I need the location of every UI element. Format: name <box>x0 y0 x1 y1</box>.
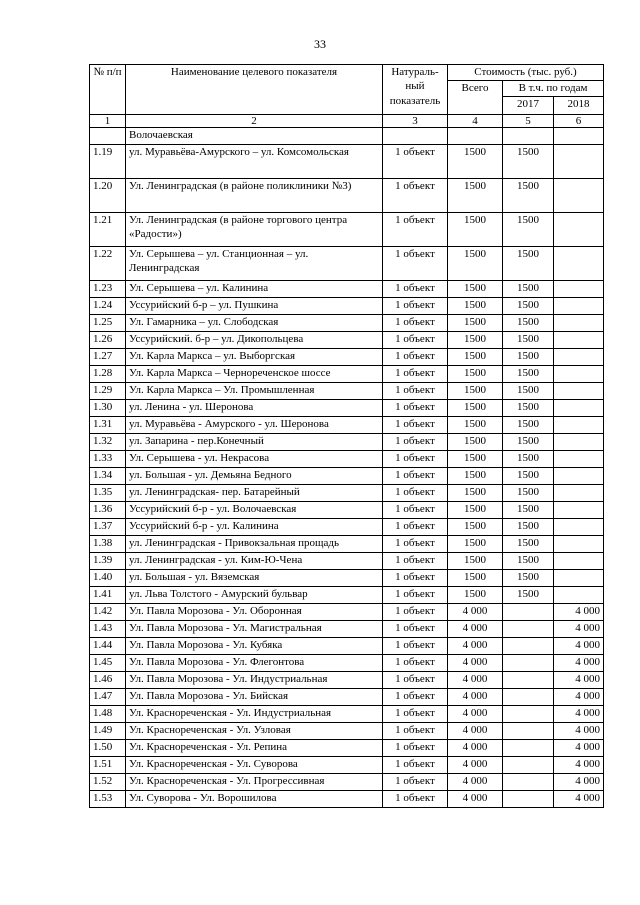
row-num: 1.21 <box>90 213 126 247</box>
row-total: 1500 <box>448 468 503 485</box>
table-row <box>90 128 604 145</box>
row-natural: 1 объект <box>383 400 448 417</box>
row-num: 1.41 <box>90 587 126 604</box>
row-num: 1.33 <box>90 451 126 468</box>
row-2018 <box>554 553 604 570</box>
row-natural: 1 объект <box>383 638 448 655</box>
row-2017: 1500 <box>503 213 554 247</box>
table-row <box>90 740 604 757</box>
row-num: 1.44 <box>90 638 126 655</box>
row-num: 1.39 <box>90 553 126 570</box>
table-row <box>90 570 604 587</box>
row-total: 4 000 <box>448 723 503 740</box>
table-row <box>90 179 604 213</box>
row-2017 <box>503 791 554 808</box>
row-name: ул. Запарина - пер.Конечный <box>126 434 383 451</box>
table-row <box>90 604 604 621</box>
row-2018 <box>554 570 604 587</box>
row-2018: 4 000 <box>554 638 604 655</box>
row-2017: 1500 <box>503 468 554 485</box>
row-total: 4 000 <box>448 774 503 791</box>
row-natural: 1 объект <box>383 655 448 672</box>
row-natural: 1 объект <box>383 349 448 366</box>
row-2017: 1500 <box>503 145 554 179</box>
row-num: 1.20 <box>90 179 126 213</box>
row-num: 1.37 <box>90 519 126 536</box>
row-natural: 1 объект <box>383 485 448 502</box>
row-total: 4 000 <box>448 655 503 672</box>
row-name: Ул. Краснореченская - Ул. Прогрессивная <box>126 774 383 791</box>
header-cost: Стоимость (тыс. руб.) <box>448 65 604 81</box>
row-2018 <box>554 298 604 315</box>
row-2018: 4 000 <box>554 740 604 757</box>
row-name: ул. Ленинградская - ул. Ким-Ю-Чена <box>126 553 383 570</box>
row-natural: 1 объект <box>383 587 448 604</box>
table-row <box>90 587 604 604</box>
table-row <box>90 383 604 400</box>
header-num: № п/п <box>90 65 126 115</box>
row-natural: 1 объект <box>383 145 448 179</box>
table-row <box>90 332 604 349</box>
row-name: Уссурийский б-р - ул. Волочаевская <box>126 502 383 519</box>
row-2017: 1500 <box>503 366 554 383</box>
table-row <box>90 434 604 451</box>
row-total: 1500 <box>448 502 503 519</box>
row-total: 1500 <box>448 553 503 570</box>
row-natural: 1 объект <box>383 417 448 434</box>
row-natural: 1 объект <box>383 179 448 213</box>
row-2017 <box>503 672 554 689</box>
row-num: 1.53 <box>90 791 126 808</box>
row-num: 1.46 <box>90 672 126 689</box>
row-num: 1.43 <box>90 621 126 638</box>
row-2017 <box>503 706 554 723</box>
row-2017: 1500 <box>503 332 554 349</box>
row-2018: 4 000 <box>554 791 604 808</box>
table-row <box>90 281 604 298</box>
row-total: 1500 <box>448 179 503 213</box>
row-natural: 1 объект <box>383 706 448 723</box>
row-natural: 1 объект <box>383 366 448 383</box>
table-row <box>90 638 604 655</box>
row-2018 <box>554 519 604 536</box>
row-2017: 1500 <box>503 179 554 213</box>
row-2018: 4 000 <box>554 706 604 723</box>
row-natural: 1 объект <box>383 604 448 621</box>
row-total: 1500 <box>448 349 503 366</box>
table-row <box>90 247 604 281</box>
row-name: ул. Ленинградская - Привокзальная прощадь <box>126 536 383 553</box>
table-row <box>90 536 604 553</box>
row-name: ул. Муравьёва - Амурского - ул. Шеронова <box>126 417 383 434</box>
row-total: 1500 <box>448 485 503 502</box>
table-row <box>90 315 604 332</box>
row-name: Ул. Серышева – ул. Станционная – ул. Ленинградская <box>126 247 383 281</box>
row-2018 <box>554 434 604 451</box>
row-num: 1.50 <box>90 740 126 757</box>
row-2018: 4 000 <box>554 774 604 791</box>
row-num: 1.19 <box>90 145 126 179</box>
row-2018 <box>554 451 604 468</box>
row-2017: 1500 <box>503 502 554 519</box>
row-2018 <box>554 128 604 145</box>
row-num: 1.28 <box>90 366 126 383</box>
row-num: 1.22 <box>90 247 126 281</box>
row-2017 <box>503 774 554 791</box>
table-row <box>90 468 604 485</box>
row-natural: 1 объект <box>383 451 448 468</box>
row-num: 1.38 <box>90 536 126 553</box>
row-natural: 1 объект <box>383 757 448 774</box>
row-name: ул. Ленинградская- пер. Батарейный <box>126 485 383 502</box>
row-natural: 1 объект <box>383 247 448 281</box>
row-natural: 1 объект <box>383 791 448 808</box>
row-num: 1.49 <box>90 723 126 740</box>
header-natural: Натураль-ный показатель <box>383 65 448 115</box>
row-name: ул. Большая - ул. Вяземская <box>126 570 383 587</box>
row-num: 1.23 <box>90 281 126 298</box>
row-num: 1.51 <box>90 757 126 774</box>
row-name: ул. Муравьёва-Амурского – ул. Комсомольская <box>126 145 383 179</box>
row-2018 <box>554 332 604 349</box>
row-total: 1500 <box>448 417 503 434</box>
row-total: 4 000 <box>448 689 503 706</box>
table-row <box>90 689 604 706</box>
table-row <box>90 757 604 774</box>
row-total: 1500 <box>448 315 503 332</box>
row-name: ул. Льва Толстого - Амурский бульвар <box>126 587 383 604</box>
row-natural: 1 объект <box>383 434 448 451</box>
row-name: Ул. Карла Маркса – ул. Выборгская <box>126 349 383 366</box>
header-total: Всего <box>448 81 503 115</box>
row-natural: 1 объект <box>383 553 448 570</box>
table-row <box>90 774 604 791</box>
row-num: 1.24 <box>90 298 126 315</box>
row-2017 <box>503 638 554 655</box>
table-row <box>90 298 604 315</box>
col-number: 2 <box>126 115 383 128</box>
row-total: 4 000 <box>448 740 503 757</box>
row-total: 1500 <box>448 400 503 417</box>
row-total: 1500 <box>448 570 503 587</box>
row-total: 1500 <box>448 332 503 349</box>
table-row <box>90 349 604 366</box>
table-row <box>90 655 604 672</box>
row-num <box>90 128 126 145</box>
row-natural: 1 объект <box>383 621 448 638</box>
table-row <box>90 145 604 179</box>
row-natural: 1 объект <box>383 298 448 315</box>
row-name: ул. Большая - ул. Демьяна Бедного <box>126 468 383 485</box>
target-indicators-table <box>89 64 604 808</box>
table-row <box>90 621 604 638</box>
row-natural: 1 объект <box>383 468 448 485</box>
row-2018 <box>554 247 604 281</box>
row-2018: 4 000 <box>554 689 604 706</box>
row-total: 1500 <box>448 536 503 553</box>
header-by-year: В т.ч. по годам <box>503 81 604 97</box>
row-name: Уссурийский. б-р – ул. Дикопольцева <box>126 332 383 349</box>
row-2017: 1500 <box>503 315 554 332</box>
table-row <box>90 366 604 383</box>
row-name: Ул. Серышева – ул. Калинина <box>126 281 383 298</box>
row-total: 4 000 <box>448 791 503 808</box>
table-row <box>90 485 604 502</box>
row-num: 1.52 <box>90 774 126 791</box>
row-name: Ул. Гамарника – ул. Слободская <box>126 315 383 332</box>
row-2018 <box>554 349 604 366</box>
row-2017: 1500 <box>503 519 554 536</box>
row-total: 1500 <box>448 587 503 604</box>
row-name: Ул. Ленинградская (в районе торгового центра «Радости») <box>126 213 383 247</box>
row-2018: 4 000 <box>554 757 604 774</box>
row-num: 1.47 <box>90 689 126 706</box>
row-2018 <box>554 468 604 485</box>
row-2018 <box>554 485 604 502</box>
row-name: Ул. Павла Морозова - Ул. Оборонная <box>126 604 383 621</box>
row-2017 <box>503 757 554 774</box>
row-total: 1500 <box>448 383 503 400</box>
table-row <box>90 519 604 536</box>
row-2017 <box>503 128 554 145</box>
row-total: 4 000 <box>448 757 503 774</box>
header-2018: 2018 <box>554 97 604 115</box>
row-name: Ул. Суворова - Ул. Ворошилова <box>126 791 383 808</box>
row-name: Ул. Карла Маркса – Чернореченское шоссе <box>126 366 383 383</box>
row-2018 <box>554 213 604 247</box>
row-natural: 1 объект <box>383 213 448 247</box>
table-row <box>90 502 604 519</box>
row-2018 <box>554 587 604 604</box>
table-row <box>90 672 604 689</box>
row-total: 1500 <box>448 366 503 383</box>
row-total <box>448 128 503 145</box>
col-number: 3 <box>383 115 448 128</box>
row-2018 <box>554 366 604 383</box>
header-2017: 2017 <box>503 97 554 115</box>
row-2017 <box>503 740 554 757</box>
row-name: Ул. Краснореченская - Ул. Суворова <box>126 757 383 774</box>
row-total: 1500 <box>448 145 503 179</box>
row-2017: 1500 <box>503 485 554 502</box>
row-2018 <box>554 536 604 553</box>
row-natural: 1 объект <box>383 383 448 400</box>
row-total: 4 000 <box>448 638 503 655</box>
row-2017: 1500 <box>503 383 554 400</box>
row-2018 <box>554 179 604 213</box>
row-total: 1500 <box>448 298 503 315</box>
row-name: Уссурийский б-р - ул. Калинина <box>126 519 383 536</box>
table-row <box>90 791 604 808</box>
row-total: 1500 <box>448 213 503 247</box>
row-2017: 1500 <box>503 247 554 281</box>
row-num: 1.31 <box>90 417 126 434</box>
row-2018: 4 000 <box>554 621 604 638</box>
col-number: 4 <box>448 115 503 128</box>
row-2018: 4 000 <box>554 723 604 740</box>
row-name: Ул. Павла Морозова - Ул. Индустриальная <box>126 672 383 689</box>
row-num: 1.25 <box>90 315 126 332</box>
col-number: 1 <box>90 115 126 128</box>
row-natural: 1 объект <box>383 672 448 689</box>
row-natural: 1 объект <box>383 740 448 757</box>
row-name: Ул. Павла Морозова - Ул. Магистральная <box>126 621 383 638</box>
row-natural <box>383 128 448 145</box>
row-2017 <box>503 689 554 706</box>
row-2017 <box>503 723 554 740</box>
row-2017 <box>503 621 554 638</box>
row-2017: 1500 <box>503 570 554 587</box>
row-2017 <box>503 604 554 621</box>
row-2017: 1500 <box>503 349 554 366</box>
row-num: 1.36 <box>90 502 126 519</box>
row-num: 1.40 <box>90 570 126 587</box>
row-name: Ул. Павла Морозова - Ул. Кубяка <box>126 638 383 655</box>
row-total: 4 000 <box>448 621 503 638</box>
row-2018 <box>554 315 604 332</box>
col-number: 5 <box>503 115 554 128</box>
row-name: ул. Ленина - ул. Шеронова <box>126 400 383 417</box>
row-2018 <box>554 383 604 400</box>
row-2018 <box>554 400 604 417</box>
row-num: 1.32 <box>90 434 126 451</box>
row-total: 1500 <box>448 281 503 298</box>
row-total: 1500 <box>448 519 503 536</box>
col-number: 6 <box>554 115 604 128</box>
row-total: 4 000 <box>448 604 503 621</box>
row-name: Ул. Серышева - ул. Некрасова <box>126 451 383 468</box>
row-2017: 1500 <box>503 281 554 298</box>
row-natural: 1 объект <box>383 502 448 519</box>
row-name: Ул. Карла Маркса – Ул. Промышленная <box>126 383 383 400</box>
row-num: 1.27 <box>90 349 126 366</box>
row-name: Ул. Краснореченская - Ул. Индустриальная <box>126 706 383 723</box>
row-num: 1.30 <box>90 400 126 417</box>
row-natural: 1 объект <box>383 570 448 587</box>
table-row <box>90 213 604 247</box>
table-row <box>90 417 604 434</box>
table-row <box>90 723 604 740</box>
table-row <box>90 553 604 570</box>
header-name: Наименование целевого показателя <box>126 65 383 115</box>
row-num: 1.45 <box>90 655 126 672</box>
row-2017: 1500 <box>503 434 554 451</box>
row-natural: 1 объект <box>383 774 448 791</box>
row-total: 4 000 <box>448 706 503 723</box>
table-row <box>90 706 604 723</box>
row-natural: 1 объект <box>383 519 448 536</box>
row-2018: 4 000 <box>554 604 604 621</box>
row-num: 1.34 <box>90 468 126 485</box>
row-name: Ул. Краснореченская - Ул. Узловая <box>126 723 383 740</box>
row-2017: 1500 <box>503 451 554 468</box>
row-name: Волочаевская <box>126 128 383 145</box>
row-name: Ул. Ленинградская (в районе поликлиники №3) <box>126 179 383 213</box>
page-number: 33 <box>314 37 326 51</box>
row-num: 1.42 <box>90 604 126 621</box>
column-numbers-row <box>90 115 604 128</box>
row-name: Ул. Краснореченская - Ул. Репина <box>126 740 383 757</box>
row-2017: 1500 <box>503 587 554 604</box>
row-2017: 1500 <box>503 536 554 553</box>
row-2018 <box>554 502 604 519</box>
row-2018: 4 000 <box>554 655 604 672</box>
row-natural: 1 объект <box>383 332 448 349</box>
row-name: Ул. Павла Морозова - Ул. Бийская <box>126 689 383 706</box>
table-body <box>90 128 604 808</box>
row-2018 <box>554 417 604 434</box>
row-natural: 1 объект <box>383 536 448 553</box>
row-natural: 1 объект <box>383 315 448 332</box>
row-2018: 4 000 <box>554 672 604 689</box>
row-num: 1.29 <box>90 383 126 400</box>
row-natural: 1 объект <box>383 281 448 298</box>
row-total: 1500 <box>448 247 503 281</box>
row-2017: 1500 <box>503 400 554 417</box>
row-name: Уссурийский б-р – ул. Пушкина <box>126 298 383 315</box>
table-row <box>90 400 604 417</box>
row-2017: 1500 <box>503 553 554 570</box>
row-num: 1.48 <box>90 706 126 723</box>
row-name: Ул. Павла Морозова - Ул. Флегонтова <box>126 655 383 672</box>
row-2017: 1500 <box>503 298 554 315</box>
row-total: 4 000 <box>448 672 503 689</box>
table-row <box>90 451 604 468</box>
row-2017 <box>503 655 554 672</box>
row-2017: 1500 <box>503 417 554 434</box>
row-2018 <box>554 281 604 298</box>
row-total: 1500 <box>448 434 503 451</box>
row-2018 <box>554 145 604 179</box>
row-natural: 1 объект <box>383 689 448 706</box>
row-num: 1.26 <box>90 332 126 349</box>
row-num: 1.35 <box>90 485 126 502</box>
row-total: 1500 <box>448 451 503 468</box>
row-natural: 1 объект <box>383 723 448 740</box>
